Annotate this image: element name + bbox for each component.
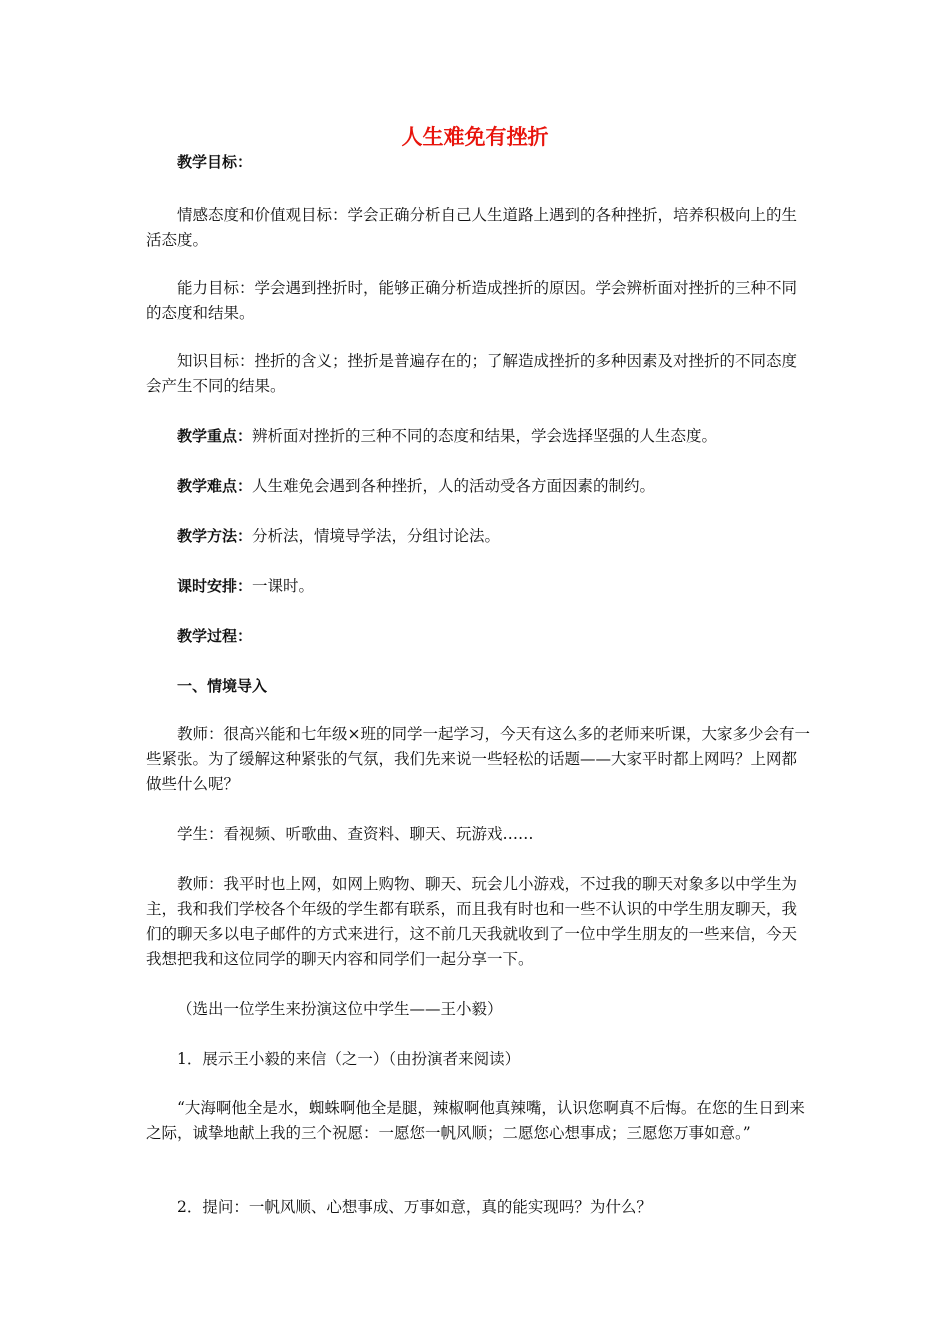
method-label: 教学方法： <box>177 527 253 545</box>
difficulty-paragraph <box>177 474 810 499</box>
key-points-text: 辨析面对挫折的三种不同的态度和结果，学会选择坚强的人生态度。 <box>252 427 718 445</box>
goal-knowledge-paragraph: 知识目标：挫折的含义；挫折是普遍存在的；了解造成挫折的多种因素及对挫折的不同态度会产生不同的结果。 <box>146 352 798 395</box>
difficulty-label: 教学难点： <box>177 477 253 495</box>
role-play-note: （选出一位学生来扮演这位中学生——王小毅） <box>177 1000 503 1018</box>
step1-paragraph: 1．展示王小毅的来信（之一）（由扮演者来阅读） <box>177 1050 521 1068</box>
letter-quote-paragraph: “大海啊他全是水，蜘蛛啊他全是腿，辣椒啊他真辣嘴，认识您啊真不后悔。在您的生日到来之际，诚挚地献上我的三个祝愿：一愿您一帆风顺；二愿您心想事成；三愿您万事如意。” <box>146 1099 805 1142</box>
process-heading <box>177 624 841 649</box>
goals-heading-text: 教学目标： <box>177 153 253 171</box>
goal-emotion-paragraph: 情感态度和价值观目标：学会正确分析自己人生道路上遇到的各种挫折，培养积极向上的生活态度。 <box>146 206 798 249</box>
key-points-label: 教学重点： <box>177 427 253 445</box>
schedule-label: 课时安排： <box>177 577 253 595</box>
part1-heading-text: 一、情境导入 <box>177 677 268 695</box>
method-paragraph <box>177 524 810 549</box>
method-text: 分析法，情境导学法，分组讨论法。 <box>252 527 501 545</box>
process-heading-text: 教学过程： <box>177 627 253 645</box>
key-points-paragraph <box>177 424 810 449</box>
student-answer-paragraph: 学生：看视频、听歌曲、查资料、聊天、玩游戏…… <box>177 825 534 843</box>
goals-heading <box>177 150 841 175</box>
teacher-intro-paragraph: 教师：很高兴能和七年级×班的同学一起学习，今天有这么多的老师来听课，大家多少会有一些紧张。为了缓解这种紧张的气氛，我们先来说一些轻松的话题——大家平时都上网吗？上网都做些什么呢？ <box>146 725 810 793</box>
document-title: 人生难免有挫折 <box>401 125 549 149</box>
schedule-paragraph <box>177 574 810 599</box>
teacher-story-paragraph: 教师：我平时也上网，如网上购物、聊天、玩会儿小游戏，不过我的聊天对象多以中学生为主，我和我们学校各个年级的学生都有联系，而且我有时也和一些不认识的中学生朋友聊天，我们的聊天多以电子邮件的方式来进行，这不前几天我就收到了一位中学生朋友的一些来信，今天我想把我和这位同学的聊天内容和同学们一起分享一下。 <box>146 875 798 968</box>
part1-heading <box>177 674 841 699</box>
step2-question-paragraph: 2．提问：一帆风顺、心想事成、万事如意，真的能实现吗？为什么？ <box>177 1198 652 1216</box>
difficulty-text: 人生难免会遇到各种挫折，人的活动受各方面因素的制约。 <box>252 477 656 495</box>
schedule-text: 一课时。 <box>252 577 315 595</box>
goal-ability-paragraph: 能力目标：学会遇到挫折时，能够正确分析造成挫折的原因。学会辨析面对挫折的三种不同的态度和结果。 <box>146 279 798 322</box>
